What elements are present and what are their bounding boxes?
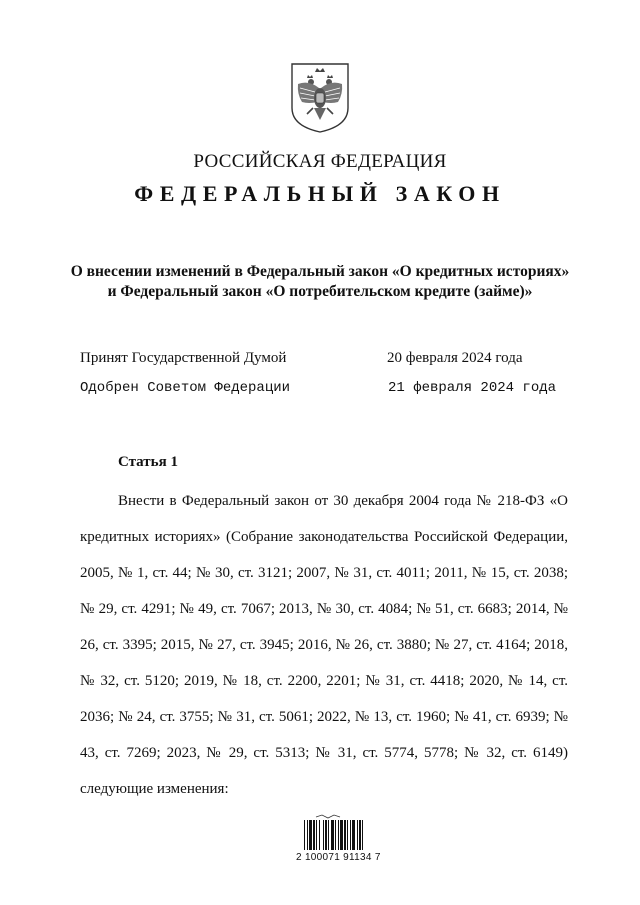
article-heading: Статья 1 xyxy=(118,454,178,470)
country-name: РОССИЙСКАЯ ФЕДЕРАЦИЯ xyxy=(193,151,447,172)
document-type: ФЕДЕРАЛЬНЫЙ ЗАКОН xyxy=(134,181,506,206)
law-title-line-1: О внесении изменений в Федеральный закон «О кредитных историях» xyxy=(70,263,570,280)
law-title-line-2: и Федеральный закон «О потребительском кредите (займе)» xyxy=(107,283,533,300)
law-title xyxy=(60,262,580,302)
coat-of-arms-emblem xyxy=(289,62,351,134)
council-approval-date: 21 февраля 2024 года xyxy=(388,380,557,396)
barcode-number: 2 100071 91134 7 xyxy=(296,852,381,863)
article-body-text: Внести в Федеральный закон от 30 декабря 2004 года № 218-ФЗ «О кредитных историях» (Собрание законодательства Российской Федерации, 2005, № 1, ст. 44; № 30, ст. 3121; 2007, № 31, ст. 4011; 2011, № 15, ст. 2038; № 29, ст. 4291; № 49, ст. 7067; 2013, № 30, ст. 4084; № 51, ст. 6683; 2014, № 26, ст. 3395; 2015, № 27, ст. 3945; 2016, № 26, ст. 3880; № 27, ст. 4164; 2018, № 32, ст. 5120; 2019, № 18, ст. 2200, 2201; № 31, ст. 4418; 2020, № 14, ст. 2036; № 24, ст. 3755; № 31, ст. 5061; 2022, № 13, ст. 1960; № 41, ст. 6939; № 43, ст. 7269; 2023, № 29, ст. 5313; № 31, ст. 5774, 5778; № 32, ст. 6149) следующие изменения: xyxy=(80,493,568,797)
duma-adoption-date: 20 февраля 2024 года xyxy=(387,350,523,366)
duma-adoption-label: Принят Государственной Думой xyxy=(80,350,287,366)
council-approval-label: Одобрен Советом Федерации xyxy=(80,380,291,396)
double-headed-eagle-icon xyxy=(289,62,351,134)
barcode xyxy=(302,814,380,852)
